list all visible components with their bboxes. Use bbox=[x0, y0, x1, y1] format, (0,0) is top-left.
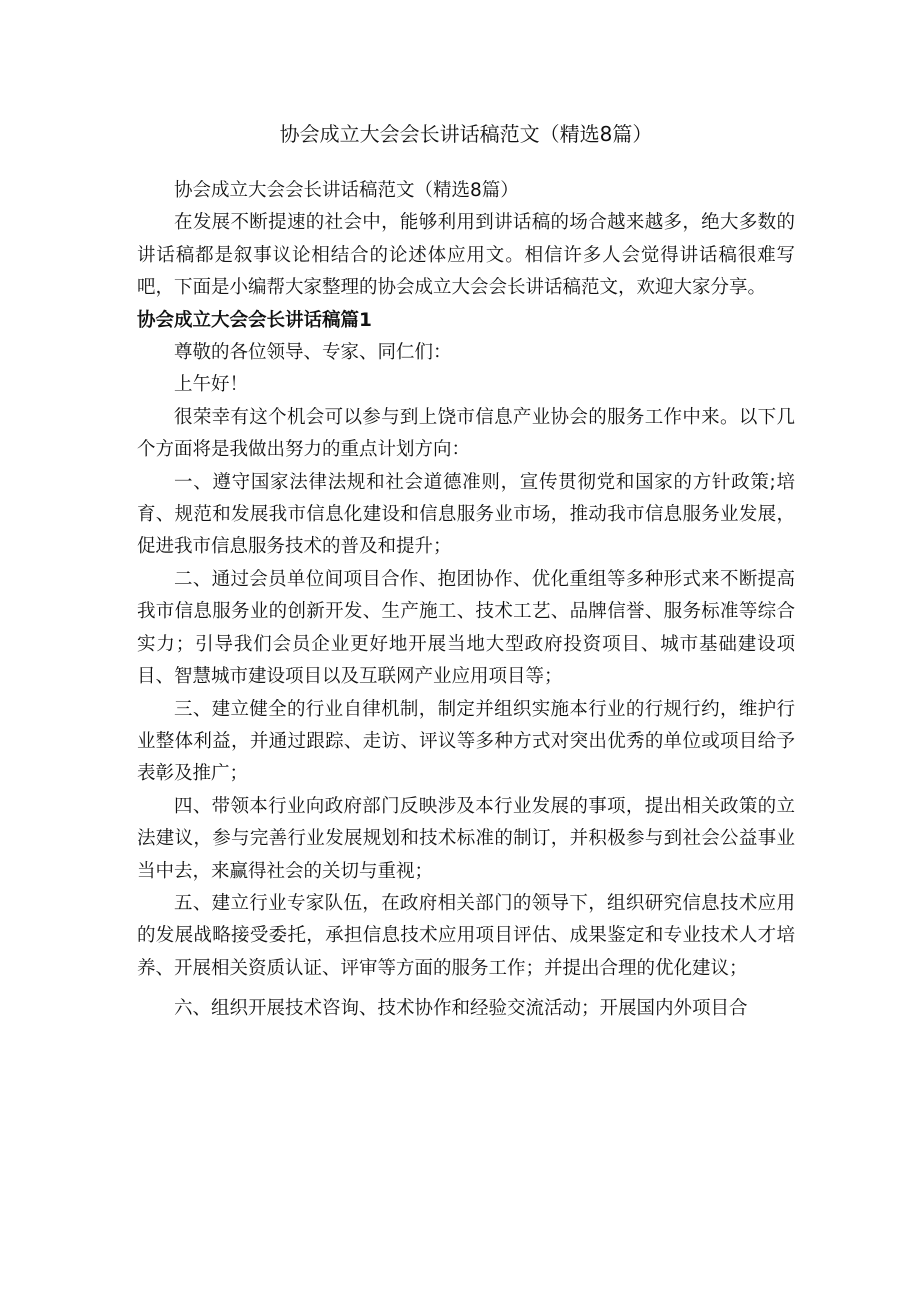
greeting-paragraph: 上午好！ bbox=[174, 374, 249, 396]
document-body bbox=[137, 175, 795, 1026]
point-2-paragraph: 二、通过会员单位间项目合作、抱团协作、优化重组等多种形式来不断提高我市信息服务业的创新开发、生产施工、技术工艺、品牌信誉、服务标准等综合实力；引导我们会员企业更好地开展当地大型政府投资项目、城市基础建设项目、智慧城市建设项目以及互联网产业应用项目等； bbox=[137, 568, 795, 688]
document-title: 协会成立大会会长讲话稿范文（精选8篇） bbox=[279, 122, 653, 146]
point-5-paragraph: 五、建立行业专家队伍，在政府相关部门的领导下，组织研究信息技术应用的发展战略接受委托，承担信息技术应用项目评估、成果鉴定和专业技术人才培养、开展相关资质认证、评审等方面的服务工作；并提出合理的优化建议； bbox=[137, 892, 795, 979]
intro-paragraph: 在发展不断提速的社会中，能够利用到讲话稿的场合越来越多，绝大多数的讲话稿都是叙事议论相结合的论述体应用文。相信许多人会觉得讲话稿很难写吧，下面是小编帮大家整理的协会成立大会会长讲话稿范文，欢迎大家分享。 bbox=[137, 212, 795, 299]
salutation-paragraph: 尊敬的各位领导、专家、同仁们： bbox=[174, 342, 452, 364]
point-6-paragraph: 六、组织开展技术咨询、技术协作和经验交流活动；开展国内外项目合 bbox=[174, 998, 748, 1020]
section-heading: 协会成立大会会长讲话稿篇1 bbox=[137, 309, 372, 331]
subtitle-paragraph: 协会成立大会会长讲话稿范文（精选8篇） bbox=[174, 180, 519, 201]
point-1-paragraph: 一、遵守国家法律法规和社会道德准则，宣传贯彻党和国家的方针政策;培育、规范和发展我市信息化建设和信息服务业市场，推动我市信息服务业发展，促进我市信息服务技术的普及和提升； bbox=[137, 471, 795, 558]
point-4-paragraph: 四、带领本行业向政府部门反映涉及本行业发展的事项，提出相关政策的立法建议，参与完善行业发展规划和技术标准的制订，并积极参与到社会公益事业当中去，来赢得社会的关切与重视； bbox=[137, 795, 795, 882]
opening-paragraph: 很荣幸有这个机会可以参与到上饶市信息产业协会的服务工作中来。以下几个方面将是我做出努力的重点计划方向： bbox=[137, 406, 795, 461]
point-3-paragraph: 三、建立健全的行业自律机制，制定并组织实施本行业的行规行约，维护行业整体利益，并通过跟踪、走访、评议等多种方式对突出优秀的单位或项目给予表彰及推广； bbox=[137, 698, 795, 785]
